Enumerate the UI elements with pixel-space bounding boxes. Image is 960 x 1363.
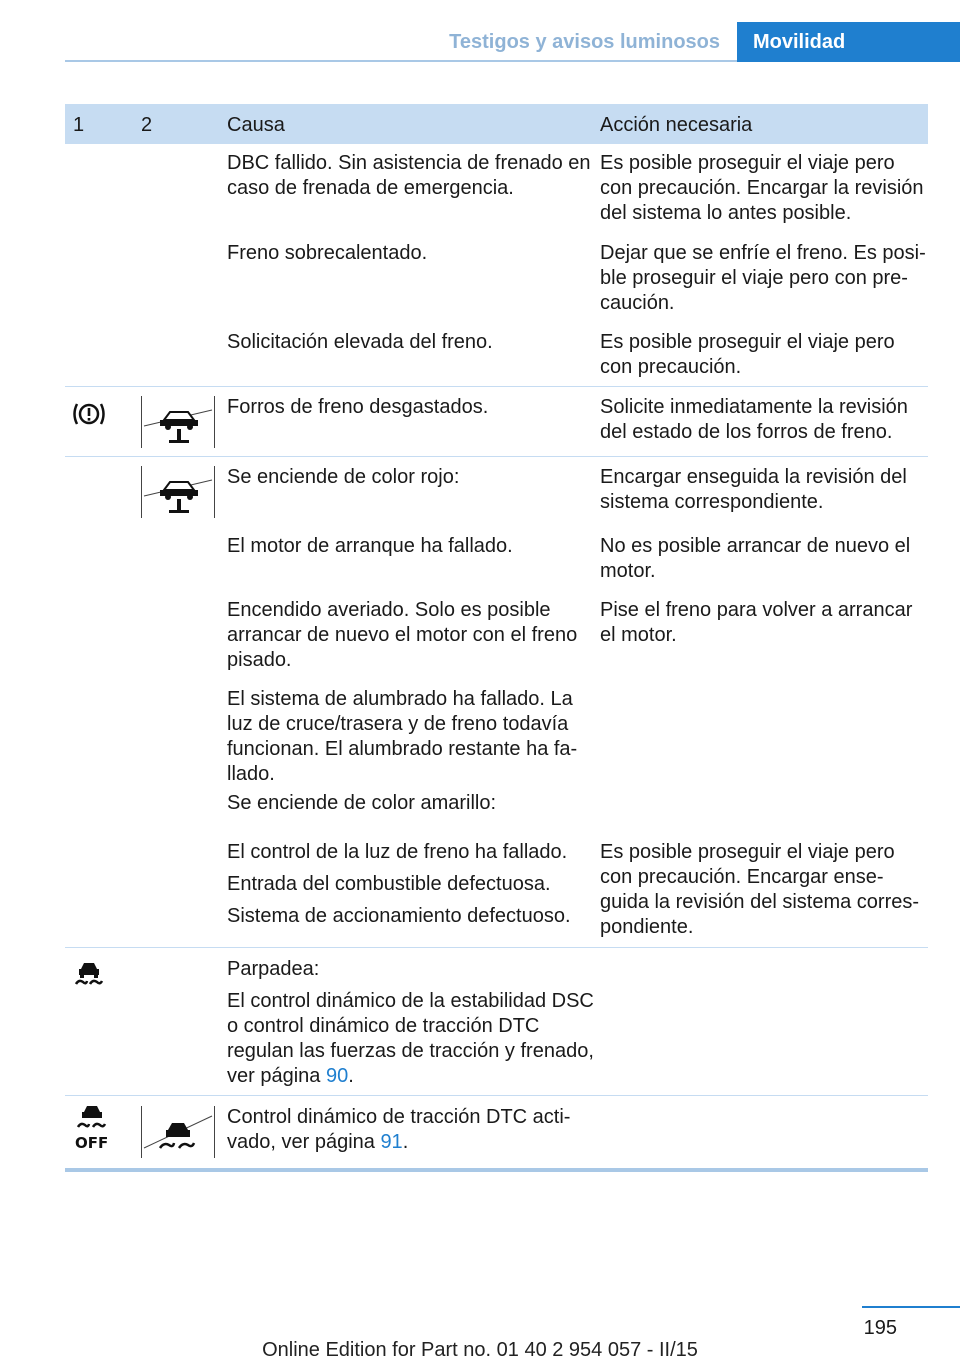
- dtc-framed-icon: [141, 1106, 215, 1158]
- table-row: [65, 144, 928, 387]
- cause-ignition: Encendido averiado. Solo es posible arrancar de nuevo el motor con el freno pisado.: [227, 599, 578, 671]
- page-link-91[interactable]: 91: [380, 1131, 403, 1153]
- column-header-cause: Causa: [227, 114, 285, 136]
- page-number: 195: [863, 1317, 897, 1339]
- dsc-skid-icon: [73, 958, 105, 990]
- action-starter: No es posible arrancar de nuevo el motor.: [600, 535, 911, 582]
- cause-starter: El motor de arranque ha fallado.: [227, 535, 513, 557]
- cause-brake-light: El control de la luz de freno ha fallado.: [227, 841, 568, 863]
- cause-red: Se enciende de color rojo:: [227, 466, 460, 488]
- action-dbc: Es posible proseguir el viaje pero con precaución. Encargar la revisión del sistema lo antes posible.: [600, 152, 924, 224]
- table-row: [65, 1096, 928, 1172]
- action-yellow: Es posible proseguir el viaje pero con precaución. Encargar ense-guida la revisión del sistema corres-pondiente.: [600, 841, 920, 938]
- cause-flashing: Parpadea:: [227, 958, 320, 980]
- action-high-demand: Es posible proseguir el viaje pero con precaución.: [600, 331, 895, 378]
- action-red: Encargar enseguida la revisión del sistema correspondiente.: [600, 466, 907, 513]
- table-header: [65, 104, 928, 144]
- vehicle-lift-icon: [141, 466, 215, 518]
- cause-overheat: Freno sobrecalentado.: [227, 242, 428, 264]
- footer-divider: [862, 1306, 960, 1308]
- column-header-1: 1: [73, 114, 85, 136]
- table-row: [65, 948, 928, 1096]
- action-pads: Solicite inmediatamente la revisión del estado de los forros de freno.: [600, 396, 908, 443]
- cause-lighting: El sistema de alumbrado ha fallado. La luz de cruce/trasera y de freno todavía funcionan. El alumbrado restante ha fa-llado.: [227, 688, 578, 785]
- cause-pads: Forros de freno desgastados.: [227, 396, 489, 418]
- cause-dbc: DBC fallido. Sin asistencia de frenado en caso de frenada de emergencia.: [227, 152, 591, 199]
- chapter-tab: Movilidad: [737, 22, 960, 62]
- svg-text:OFF: OFF: [75, 1134, 109, 1152]
- cause-fuel: Entrada del combustible defectuosa.: [227, 873, 551, 895]
- page-link-90[interactable]: 90: [325, 1065, 349, 1087]
- dtc-off-icon: [73, 1102, 113, 1156]
- action-overheat: Dejar que se enfríe el freno. Es posi-ble proseguir el viaje pero con pre-caución.: [600, 242, 926, 314]
- brake-warning-icon: [71, 400, 107, 428]
- column-header-2: 2: [141, 114, 153, 136]
- cause-high-demand: Solicitación elevada del freno.: [227, 331, 493, 353]
- action-ignition: Pise el freno para volver a arrancar el motor.: [600, 599, 913, 646]
- table-row: [65, 457, 928, 948]
- section-title: Testigos y avisos luminosos: [449, 31, 720, 53]
- page-header: [0, 0, 960, 62]
- edition-note: Online Edition for Part no. 01 40 2 954 057 - II/15: [262, 1339, 698, 1361]
- brake-pads-icon: [141, 396, 215, 448]
- cause-drive: Sistema de accionamiento defectuoso.: [227, 905, 571, 927]
- column-header-action: Acción necesaria: [600, 114, 753, 136]
- cause-dsc-dtc: El control dinámico de la estabilidad DSC o control dinámico de tracción DTC regulan las fuerzas de tracción y frenado, ver página 90.: [227, 990, 594, 1087]
- table-row: [65, 387, 928, 457]
- indicator-table: [65, 104, 928, 1172]
- header-divider: [65, 60, 737, 62]
- cause-yellow: Se enciende de color amarillo:: [227, 792, 497, 814]
- cause-dtc-active: Control dinámico de tracción DTC acti-vado, ver página 91.: [227, 1106, 571, 1153]
